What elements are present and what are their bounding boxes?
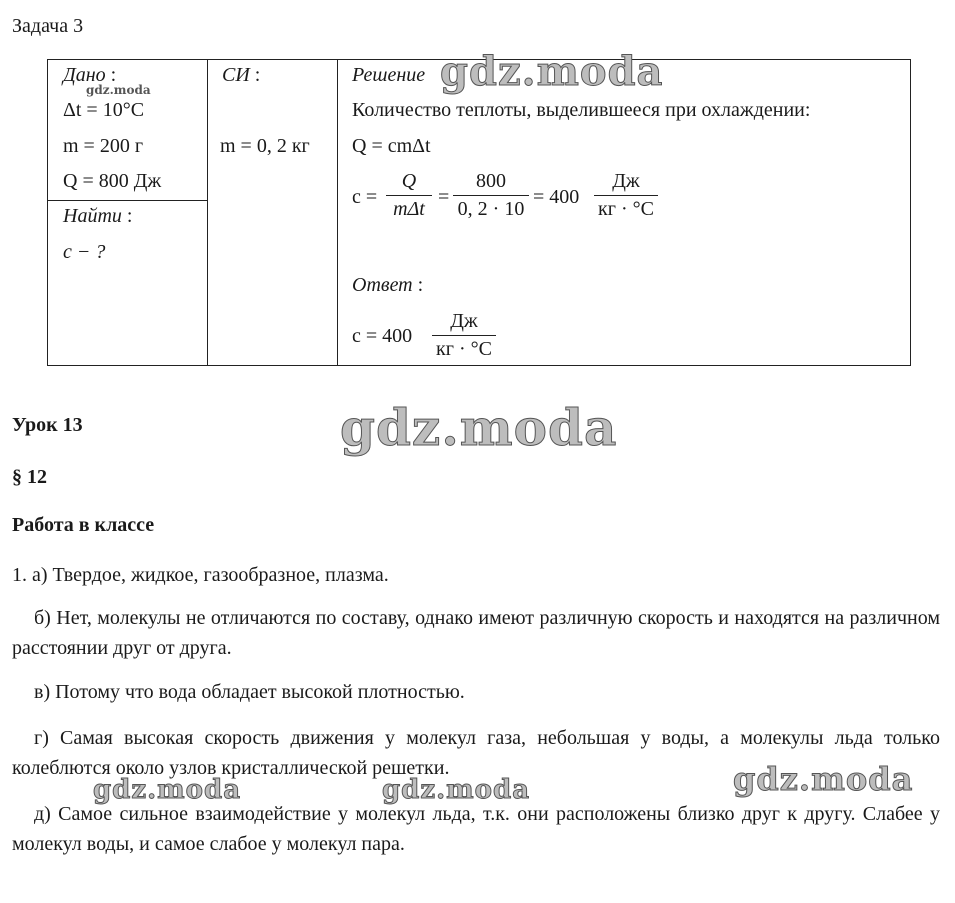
- given-dt: Δt = 10°C: [63, 99, 145, 121]
- watermark-left: gdz.moda: [93, 775, 242, 805]
- formula-q: Q = cmΔt: [352, 135, 431, 157]
- answer-item-a: 1. а) Твердое, жидкое, газообразное, плазма.: [12, 564, 389, 586]
- answer-unit-fraction: Дж кг · °C: [432, 310, 496, 361]
- lesson-heading: Урок 13: [12, 414, 83, 436]
- watermark-small: gdz.moda: [86, 83, 151, 97]
- column-divider: [337, 60, 338, 365]
- answer-item-g: г) Самая высокая скорость движения у молекул газа, небольшая у воды, а молекулы льда только колеблются около узлов кристаллической решетки.: [12, 727, 940, 779]
- watermark-center: gdz.moda: [382, 775, 531, 805]
- given-heat: Q = 800 Дж: [63, 170, 162, 192]
- watermark-right: gdz.moda: [733, 760, 914, 798]
- si-value: m = 0, 2 кг: [220, 135, 310, 157]
- solution-header: Решение: [352, 64, 426, 86]
- formula-c-eq: c =: [352, 186, 378, 208]
- watermark-middle: gdz.moda: [340, 398, 618, 457]
- unit-fraction: Дж кг · °C: [594, 170, 658, 221]
- result-value: = 400: [533, 186, 580, 208]
- answer-item-b: б) Нет, молекулы не отличаются по составу, однако имеют различную скорость и находятся на различном расстоянии друг от друга.: [12, 607, 940, 659]
- column-divider: [207, 60, 208, 365]
- given-header: Дано :: [63, 64, 117, 86]
- fraction-q-over-mdt: Q mΔt: [386, 170, 432, 221]
- answer-item-d: д) Самое сильное взаимодействие у молекул льда, т.к. они расположены близко друг к другу. Слабее у молекул воды, и самое слабое у молекул пара.: [12, 803, 940, 855]
- answer-item-v: в) Потому что вода обладает высокой плотностью.: [34, 681, 465, 703]
- fraction-numeric: 800 0, 2 · 10: [453, 170, 529, 221]
- solution-text: Количество теплоты, выделившееся при охлаждении:: [352, 99, 811, 121]
- task-title: Задача 3: [12, 15, 84, 37]
- si-header: СИ :: [222, 64, 261, 86]
- solution-table: [47, 59, 911, 366]
- classwork-heading: Работа в классе: [12, 514, 155, 536]
- equals-sign: =: [438, 186, 450, 208]
- answer-header: Ответ :: [352, 274, 424, 296]
- section-heading: § 12: [12, 466, 47, 488]
- given-mass: m = 200 г: [63, 135, 144, 157]
- row-divider: [48, 200, 207, 201]
- find-header: Найти :: [63, 205, 133, 227]
- answer-value: c = 400: [352, 325, 413, 347]
- watermark-top: gdz.moda: [440, 48, 664, 95]
- find-value: c − ?: [63, 241, 106, 263]
